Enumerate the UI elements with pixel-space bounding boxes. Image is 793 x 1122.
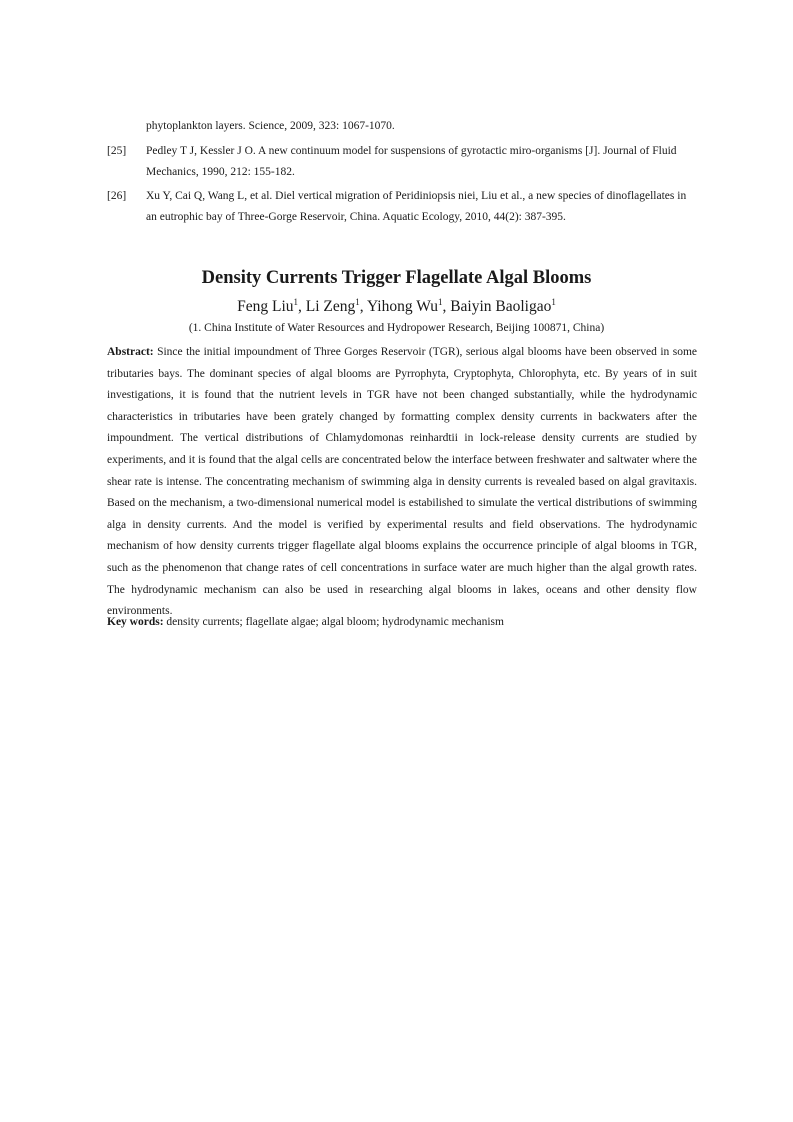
author-affiliation-mark: 1 xyxy=(437,297,443,307)
author xyxy=(450,298,556,315)
author-affiliation-mark: 1 xyxy=(551,297,556,307)
reference-number: [25] xyxy=(107,144,127,157)
reference-number: [26] xyxy=(107,190,127,202)
reference-text: Pedley T J, Kessler J O. A new continuum model for suspensions of gyrotactic miro-organisms [J]. Journal of Fluid Mechanics, 1990, 212: 155-182. xyxy=(146,144,677,178)
reference-item xyxy=(107,141,697,183)
abstract-label: Abstract: xyxy=(107,346,154,358)
keywords-label: Key words: xyxy=(107,616,164,628)
author-separator: , xyxy=(442,298,451,315)
reference-text: Xu Y, Cai Q, Wang L, et al. Diel vertical migration of Peridiniopsis niei, Liu et al., a new species of dinoflagellates in an eutrophic bay of Three-Gorge Reservoir, China. Aquatic Ecology, 2010, 44(2): 387-395. xyxy=(146,190,687,223)
author-affiliation-mark: 1 xyxy=(293,297,299,307)
author-name: Feng Liu xyxy=(237,298,294,315)
abstract-text: Since the initial impoundment of Three Gorges Reservoir (TGR), serious algal blooms have been observed in some tributaries bays. The dominant species of algal blooms are Pyrrophyta, Cryptophyta, Chlorophyta, etc. By years of in suit investigations, it is found that the nutrient levels in TGR have not been changed substantially, while the hydrodynamic characteristics in tributaries have been grately changed by formatting complex density currents in backwaters after the impoundment. The vertical distributions of Chlamydomonas reinhardtii in lock-release density currents are studied by experiments, and it is found that the algal cells are concentrated below the interface between freshwater and saltwater where the shear rate is intense. The concentrating mechanism of swimming alga in density currents is revealed based on algal gravitaxis. Based on the mechanism, a two-dimensional numerical model is estabilished to simulate the vertical distributions of swimming alga in density currents. And the model is verified by experimental results and field observations. The hydrodynamic mechanism of how density currents trigger flagellate algal blooms explains the occurrence principle of algal blooms in TGR, such as the phenomenon that change rates of cell concentrations in surface water are much higher than the algal growth rates. The hydrodynamic mechanism can also be used in researching algal blooms in lakes, oceans and other density flow environments. xyxy=(107,346,697,618)
keywords xyxy=(107,612,697,633)
affiliation: (1. China Institute of Water Resources and Hydropower Research, Beijing 100871, China) xyxy=(188,322,605,334)
author xyxy=(237,298,306,315)
paper-title: Density Currents Trigger Flagellate Algal Blooms xyxy=(201,268,592,288)
author xyxy=(306,298,367,315)
author-separator: , xyxy=(298,298,306,315)
reference-item xyxy=(107,186,697,228)
keywords-text: density currents; flagellate algae; algal bloom; hydrodynamic mechanism xyxy=(166,616,504,628)
author-list xyxy=(0,297,793,316)
author-name: Li Zeng xyxy=(305,298,356,315)
author-name: Baiyin Baoligao xyxy=(450,298,552,315)
reference-list xyxy=(107,116,697,232)
abstract xyxy=(107,342,697,623)
author-name: Yihong Wu xyxy=(366,298,438,315)
reference-continuation: phytoplankton layers. Science, 2009, 323: 1067-1070. xyxy=(146,120,395,132)
author xyxy=(367,298,450,315)
author-separator: , xyxy=(359,298,367,315)
author-affiliation-mark: 1 xyxy=(355,297,360,307)
